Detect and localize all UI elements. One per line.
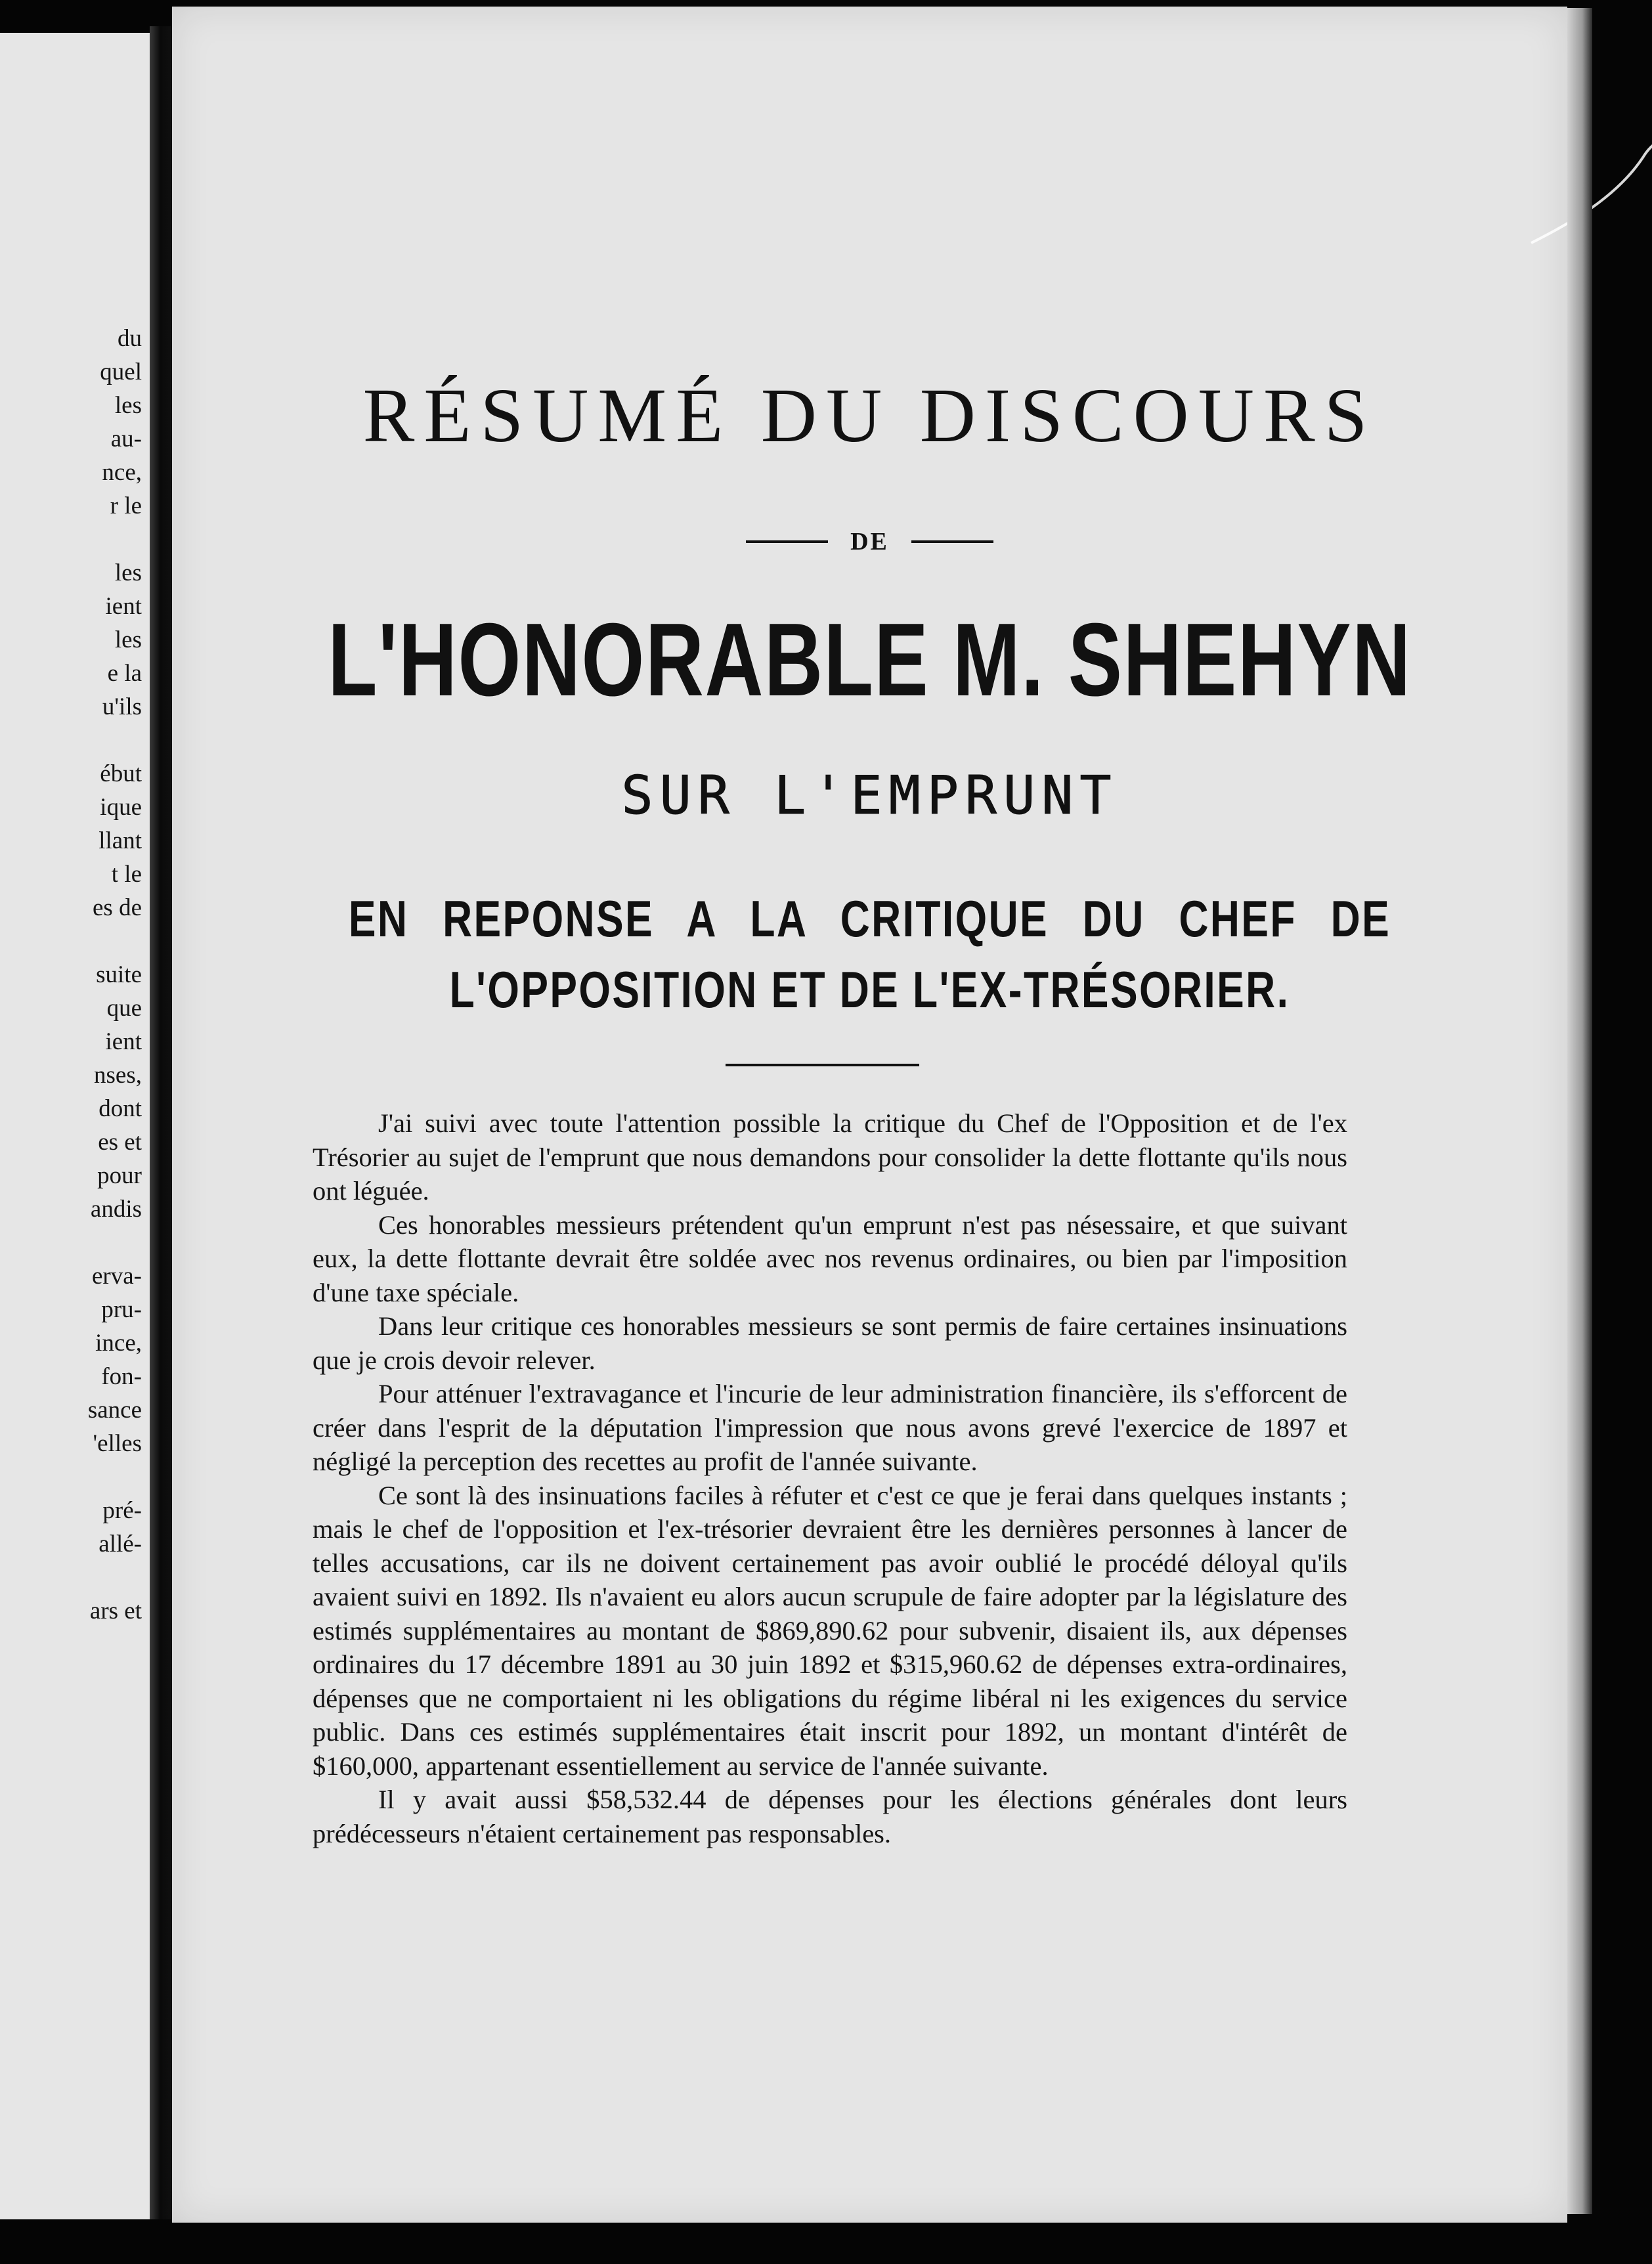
fragment-line: 'elles [93, 1430, 142, 1457]
fragment-line: t le [111, 861, 142, 888]
subtitle: SUR L'EMPRUNT [621, 765, 1118, 826]
fragment-line [0, 523, 142, 556]
fragment-line: ient [105, 1028, 142, 1055]
fragment-line [0, 925, 142, 958]
fragment-line: ébut [100, 760, 142, 787]
paragraph: Ces honorables messieurs prétendent qu'un emprunt n'est pas nésessaire, et que suivant eux, la dette flottante devrait être soldée avec nos revenus ordinaires, ou bien par l'imposition d'une taxe spéciale. [313, 1209, 1347, 1307]
fragment-line: fon- [101, 1363, 142, 1390]
paragraph: Dans leur critique ces honorables messieurs se sont permis de faire certaines insinuations que je crois devoir relever. [313, 1311, 1347, 1375]
fragment-line [0, 1561, 142, 1594]
fragment-line [0, 1460, 142, 1494]
reply-heading [312, 883, 1428, 1025]
paragraph: Il y avait aussi $58,532.44 de dépenses pour les élections générales dont leurs prédécesseurs n'étaient certainement pas responsables. [313, 1785, 1347, 1848]
fragment-line: les [114, 559, 142, 586]
fragment-line: quel [100, 359, 142, 385]
fragment-line: pru- [101, 1296, 142, 1323]
speaker-name: L'HONORABLE M. SHEHYN [328, 602, 1412, 718]
fragment-line: ars et [89, 1598, 142, 1624]
paragraph: Ce sont là des insinuations faciles à réfuter et c'est ce que je ferai dans quelques instants ; mais le chef de l'opposition et l'ex-trésorier devraient être les dernières personnes à lancer de telles accusations, car ils ne doivent certainement pas avoir oublié le procédé déloyal qu'ils avaient suivi en 1892. Ils n'avaient eu alors aucun scrupule de faire adopter par la législature des estimés supplémentaires au montant de $869,890.62 pour subvenir, disaient ils, aux dépenses ordinaires du 17 décembre 1891 au 30 juin 1892 et $315,960.62 de dépenses extra-ordinaires, dépenses que ne comportaient ni les obligations du régime libéral ni les exigences du service public. Dans ces estimés supplémentaires était inscrit pour 1892, un montant d'intérêt de $160,000, appartenant essentiellement au service de l'année suivante. [313, 1480, 1347, 1781]
fragment-line: e la [107, 660, 142, 687]
page-edge [1567, 8, 1592, 2214]
fragment-line: erva- [92, 1263, 142, 1290]
speech-body [313, 1106, 1347, 1850]
paragraph: J'ai suivi avec toute l'attention possible la critique du Chef de l'Opposition et de l'ex Trésorier au sujet de l'emprunt que nous demandons pour consolider la dette flottante qu'ils nous ont léguée. [313, 1108, 1347, 1206]
paragraph: Pour atténuer l'extravagance et l'incurie de leur administration financière, ils s'efforcent de créer dans l'esprit de la députation l'impression que nous avons grevé l'exercice de 1897 et négligé la perception des recettes au profit de l'année suivante. [313, 1379, 1347, 1476]
reply-heading-line-1: EN REPONSE A LA CRITIQUE DU CHEF DE [348, 890, 1391, 947]
fragment-line: suite [96, 961, 142, 988]
fragment-line: u'ils [102, 693, 142, 720]
rule-right [911, 540, 993, 543]
fragment-line: du [118, 325, 142, 352]
facing-page-text-fragments [0, 322, 142, 1628]
document-title: RÉSUMÉ DU DISCOURS [362, 372, 1377, 458]
section-divider [726, 1064, 919, 1066]
fragment-line [0, 1226, 142, 1259]
facing-page [0, 33, 150, 2219]
fragment-line: nses, [94, 1062, 142, 1089]
fragment-line: ient [105, 593, 142, 620]
fragment-line: allé- [98, 1531, 142, 1557]
de-label: DE [850, 528, 889, 555]
fragment-line: ince, [95, 1330, 142, 1357]
fragment-line: es de [93, 894, 142, 921]
fragment-line: andis [90, 1196, 142, 1223]
fragment-line: pour [97, 1162, 142, 1189]
fragment-line: au- [110, 425, 142, 452]
document-page [172, 7, 1567, 2223]
fragment-line: dont [98, 1095, 142, 1122]
reply-heading-line-2: L'OPPOSITION ET DE L'EX-TRÉSORIER. [449, 961, 1290, 1018]
fragment-line: llant [98, 827, 142, 854]
fragment-line: sance [87, 1397, 142, 1424]
fragment-line: ique [100, 794, 142, 821]
rule-left [746, 540, 828, 543]
fragment-line [0, 724, 142, 757]
fragment-line: que [106, 995, 142, 1022]
de-separator [172, 525, 1567, 558]
fragment-line: r le [110, 492, 142, 519]
fragment-line: pré- [102, 1497, 142, 1524]
fragment-line: es et [98, 1129, 142, 1156]
fragment-line: nce, [102, 459, 142, 486]
fragment-line: les [114, 392, 142, 419]
fragment-line: les [114, 626, 142, 653]
